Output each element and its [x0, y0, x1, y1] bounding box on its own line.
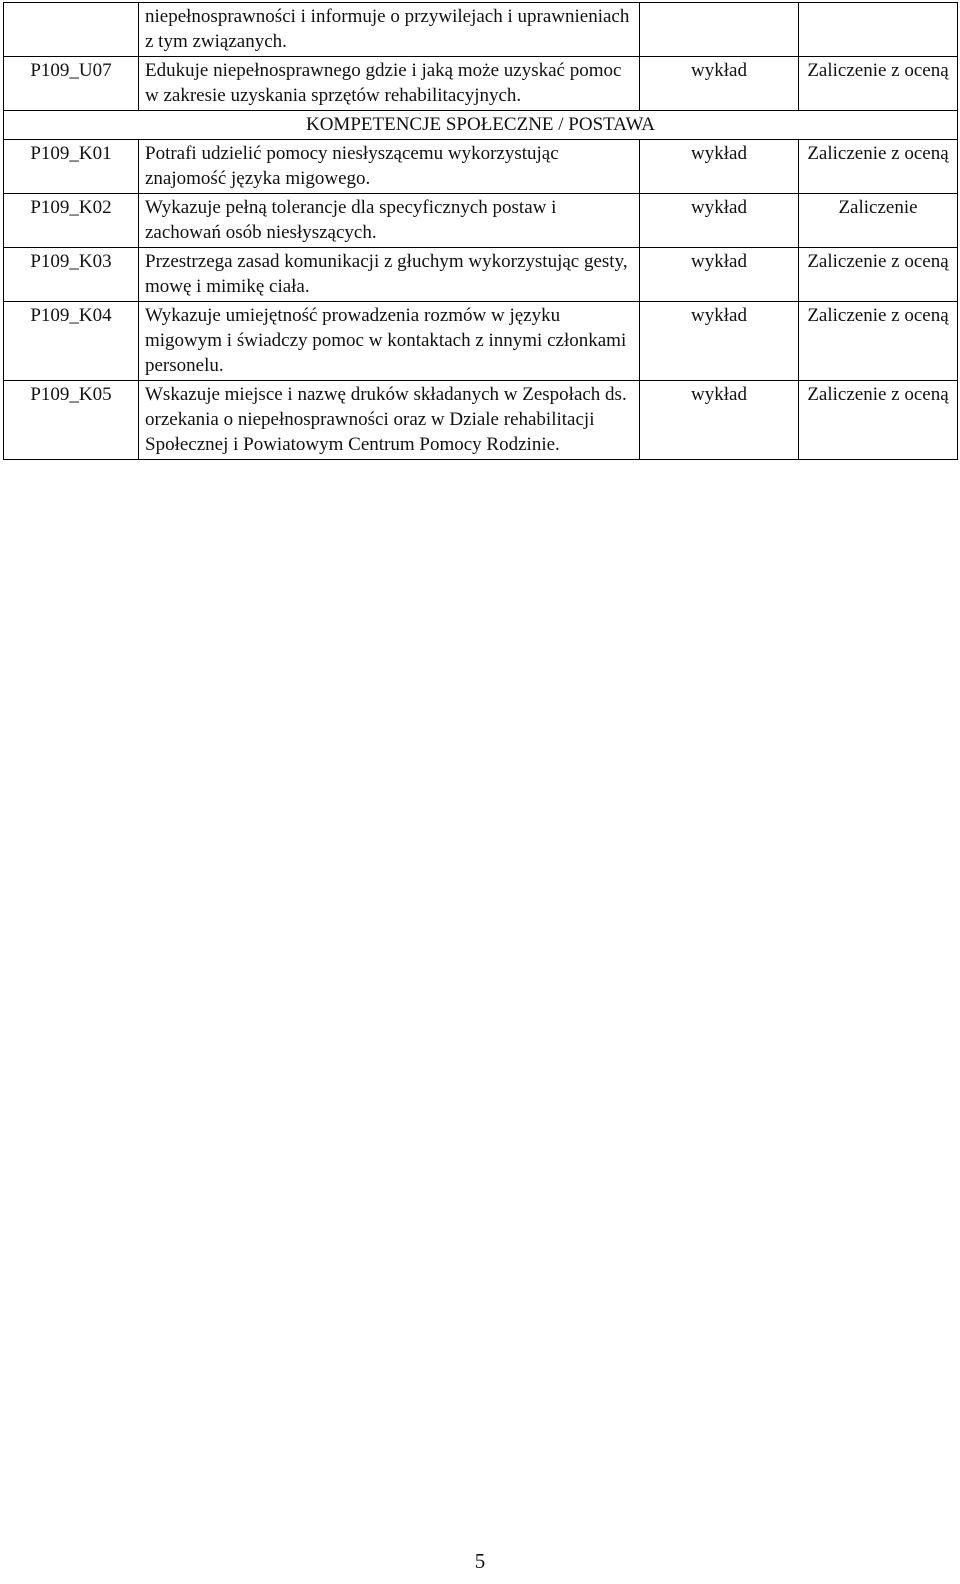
outcome-form: wykład	[640, 302, 799, 381]
outcome-code	[4, 3, 139, 57]
outcome-form: wykład	[640, 194, 799, 248]
table-row	[4, 194, 958, 248]
outcome-code: P109_K04	[4, 302, 139, 381]
outcome-form: wykład	[640, 140, 799, 194]
outcome-description: Wykazuje umiejętność prowadzenia rozmów w języku migowym i świadczy pomoc w kontaktach z innymi członkami personelu.	[139, 302, 640, 381]
outcome-form	[640, 3, 799, 57]
page-number: 5	[474, 1549, 486, 1573]
outcome-description: Wykazuje pełną tolerancje dla specyficznych postaw i zachowań osób niesłyszących.	[139, 194, 640, 248]
outcome-form: wykład	[640, 57, 799, 111]
outcome-code: P109_K05	[4, 381, 139, 460]
table-row	[4, 302, 958, 381]
outcome-form: wykład	[640, 381, 799, 460]
outcome-code: P109_K02	[4, 194, 139, 248]
outcome-form: wykład	[640, 248, 799, 302]
outcome-verification: Zaliczenie z oceną	[799, 381, 958, 460]
section-header-row	[4, 111, 958, 140]
outcome-description: Edukuje niepełnosprawnego gdzie i jaką może uzyskać pomoc w zakresie uzyskania sprzętów rehabilitacyjnych.	[139, 57, 640, 111]
table-row	[4, 248, 958, 302]
outcome-code: P109_U07	[4, 57, 139, 111]
table-row	[4, 381, 958, 460]
outcome-verification: Zaliczenie z oceną	[799, 302, 958, 381]
section-header: KOMPETENCJE SPOŁECZNE / POSTAWA	[4, 111, 958, 140]
outcome-verification: Zaliczenie z oceną	[799, 57, 958, 111]
table-row	[4, 3, 958, 57]
learning-outcomes-table	[3, 2, 958, 460]
table-row	[4, 140, 958, 194]
outcome-verification: Zaliczenie	[799, 194, 958, 248]
outcome-verification: Zaliczenie z oceną	[799, 140, 958, 194]
outcome-description: Wskazuje miejsce i nazwę druków składanych w Zespołach ds. orzekania o niepełnosprawności oraz w Dziale rehabilitacji Społecznej i Powiatowym Centrum Pomocy Rodzinie.	[139, 381, 640, 460]
outcome-verification	[799, 3, 958, 57]
outcome-description: Przestrzega zasad komunikacji z głuchym wykorzystując gesty, mowę i mimikę ciała.	[139, 248, 640, 302]
outcome-verification: Zaliczenie z oceną	[799, 248, 958, 302]
outcome-description: niepełnosprawności i informuje o przywilejach i uprawnieniach z tym związanych.	[139, 3, 640, 57]
table-row	[4, 57, 958, 111]
outcome-code: P109_K03	[4, 248, 139, 302]
outcome-code: P109_K01	[4, 140, 139, 194]
outcome-description: Potrafi udzielić pomocy niesłyszącemu wykorzystując znajomość języka migowego.	[139, 140, 640, 194]
